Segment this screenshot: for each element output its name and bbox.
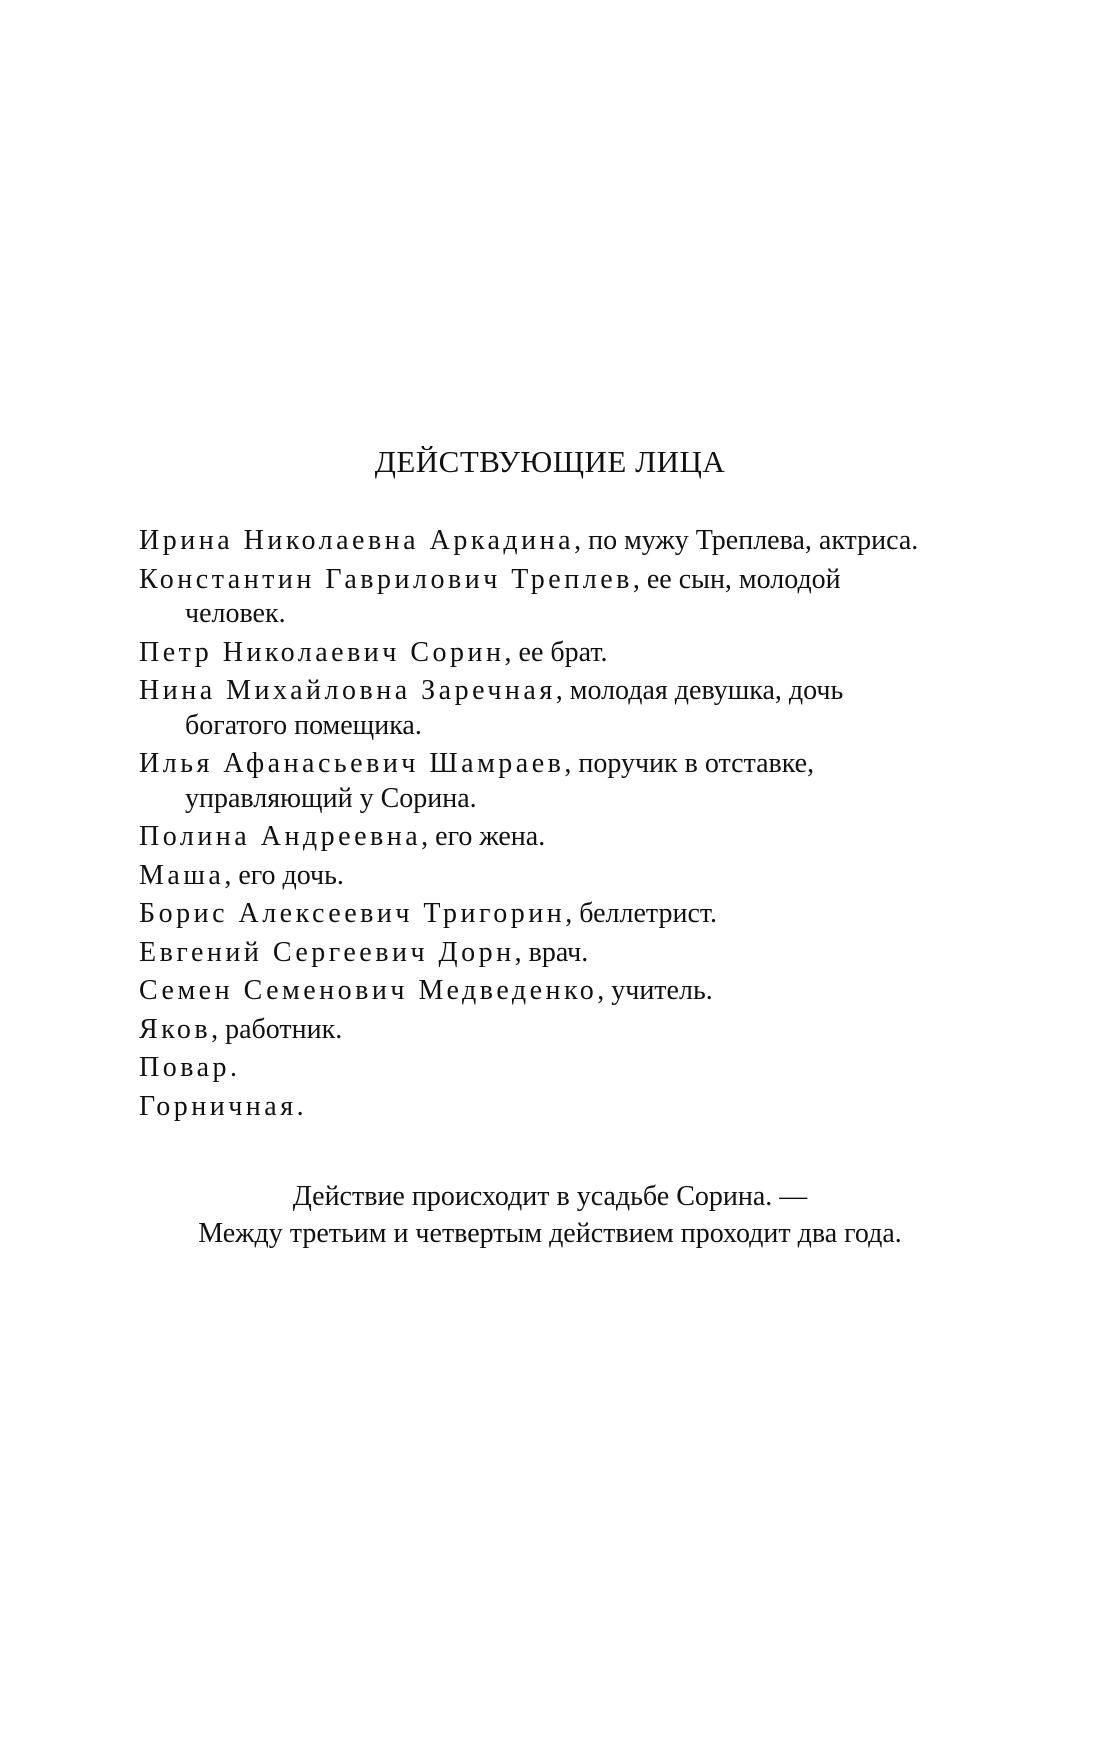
cast-entry — [139, 674, 939, 743]
cast-list — [139, 524, 939, 1128]
setting-line-2: Между третьим и четвертым действием проходит два года. — [198, 1218, 902, 1249]
cast-entry — [139, 524, 939, 559]
cast-name: Нина Михайловна Заречная — [139, 675, 556, 706]
cast-description: , по мужу Треплева, актриса. — [574, 525, 919, 556]
cast-description: , учитель. — [597, 975, 713, 1006]
cast-entry — [139, 1051, 939, 1086]
cast-entry — [139, 1090, 939, 1125]
cast-entry — [139, 747, 939, 816]
cast-description: . — [230, 1052, 237, 1083]
cast-entry — [139, 936, 939, 971]
cast-name: Семен Семенович Медведенко — [139, 975, 598, 1006]
cast-description: , ее брат. — [504, 636, 608, 668]
cast-name: Яков — [139, 1013, 212, 1045]
setting-line-1: Действие происходит в усадьбе Сорина. — — [292, 1181, 808, 1212]
cast-name: Евгений Сергеевич Дорн — [139, 936, 515, 968]
cast-description: , ее сын, молодой человек. — [185, 563, 841, 629]
cast-name: Маша — [139, 859, 225, 891]
cast-entry — [139, 563, 939, 632]
cast-name: Илья Афанасьевич Шамраев — [139, 748, 565, 779]
cast-entry — [139, 1013, 939, 1048]
cast-description: , его жена. — [421, 821, 546, 852]
setting-note — [0, 1178, 1100, 1252]
cast-description: , его дочь. — [224, 859, 344, 891]
cast-entry — [139, 820, 939, 855]
cast-entry — [139, 636, 939, 671]
cast-name: Петр Николаевич Сорин — [139, 636, 505, 668]
cast-name: Борис Алексеевич Тригорин — [139, 898, 566, 929]
cast-entry — [139, 897, 939, 932]
cast-description: , врач. — [514, 936, 589, 968]
cast-description: , беллетрист. — [565, 898, 718, 929]
page-heading: ДЕЙСТВУЮЩИЕ ЛИЦА — [374, 444, 726, 479]
cast-name: Константин Гаврилович Треплев — [139, 563, 633, 595]
cast-entry — [139, 974, 939, 1009]
cast-description: , поручик в отставке, управляющий у Сорина. — [185, 748, 815, 814]
cast-name: Полина Андреевна — [139, 821, 422, 852]
cast-name: Повар — [139, 1052, 230, 1083]
cast-description: , работник. — [211, 1013, 343, 1045]
cast-entry — [139, 859, 939, 894]
cast-name: Ирина Николаевна Аркадина — [139, 525, 575, 556]
cast-description: . — [296, 1090, 304, 1122]
cast-description: , молодая девушка, дочь богатого помещика. — [185, 675, 844, 741]
cast-name: Горничная — [139, 1090, 297, 1122]
